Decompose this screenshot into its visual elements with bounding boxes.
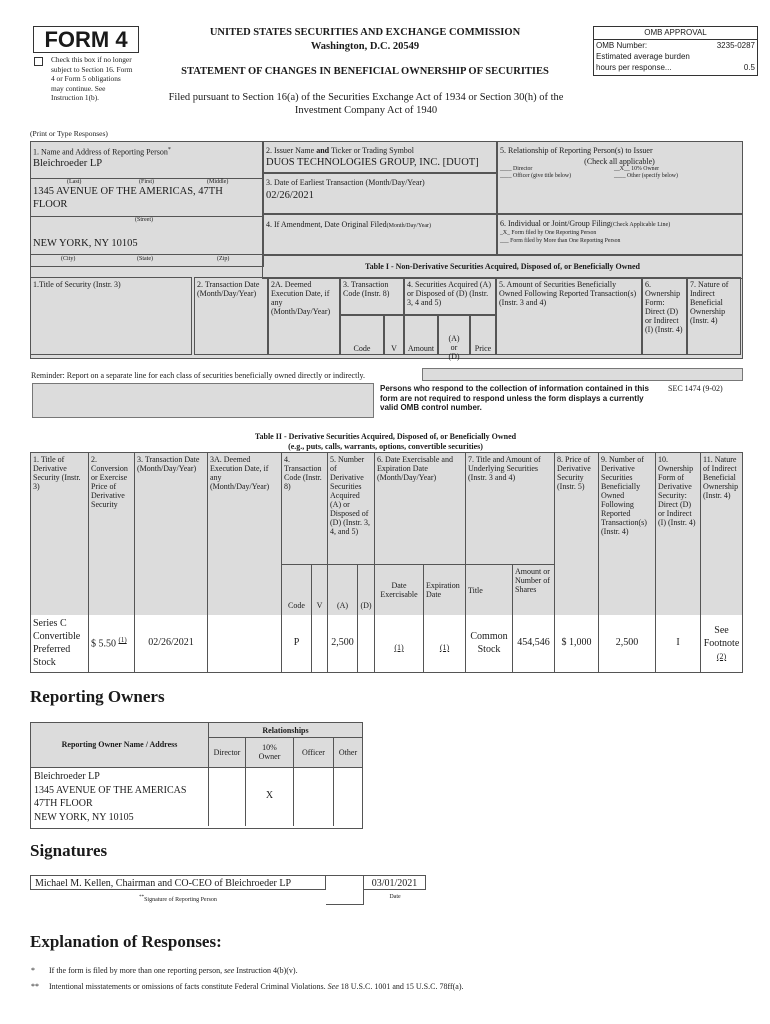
t2-col1: 1. Title of Derivative Security (Instr. 3) [31,453,89,615]
t1-col2a: 2A. Deemed Execution Date, if any (Month/Day/Year) [268,277,340,355]
table1-header [30,277,741,361]
t2-col2: 2. Conversion or Exercise Price of Derivative Security [89,453,135,615]
director-label: Director [513,166,533,172]
officer-mark: ____ [500,173,512,179]
t2-row-title: Series C Convertible Preferred Stock [31,615,89,672]
note-2-see: See [327,982,339,991]
ro-officer-cell [294,768,334,826]
reporting-owners-table [30,722,363,829]
t2-row-conv-price: $ 5.50 [91,638,116,650]
t2-sub-date-ex: Date Exercisable [375,565,424,615]
street-label: (Street) [135,217,153,223]
t1-col6: 6. Ownership Form: Direct (D) or Indirect (I) (Instr. 4) [642,277,687,355]
t2-col5: 5. Number of Derivative Securities Acquired (A) or Disposed of (D) (Instr. 3, 4, and 5) [328,453,375,565]
table2-subtitle: (e.g., puts, calls, warrants, options, convertible securities) [288,442,483,451]
state-label: (State) [137,256,153,262]
t2-col3: 3. Transaction Date (Month/Day/Year) [135,453,208,615]
omb-number-label: OMB Number: [596,41,648,50]
ro-col-owner: 10% Owner [246,738,294,768]
sec-code: SEC 1474 (9-02) [668,384,723,393]
t2-sub-exp: Expiration Date [424,565,466,615]
ro-col-director: Director [209,738,246,768]
signature-date-label: Date [389,894,401,900]
other-label: Other (specify below) [627,173,678,179]
ro-owner-line-4: NEW YORK, NY 10105 [34,811,134,823]
reporting-person-name: Bleichroeder LP [33,158,103,169]
ro-owner-mark: X [246,768,294,826]
t1-col7: 7. Nature of Indirect Beneficial Ownership (Instr. 4) [687,277,741,355]
box5-label: 5. Relationship of Reporting Person(s) to Issuer [500,146,653,155]
table2-title: Table II - Derivative Securities Acquired, Disposed of, or Beneficially Owned [254,432,517,441]
box2-label-bold: and [316,146,330,155]
note-1-pre: If the form is filed by more than one reporting person, [49,966,225,975]
reminder-box-left [32,383,374,418]
filing-option-group: ___ Form filed by More than One Reporting Person [500,238,621,244]
t2-row-v [312,615,328,672]
table1-title-cell [262,254,743,279]
table1-title: Table I - Non-Derivative Securities Acquired, Disposed of, or Beneficially Owned [365,262,640,271]
box3-earliest-transaction [262,172,498,215]
t2-col7: 7. Title and Amount of Underlying Securities (Instr. 3 and 4) [466,453,555,565]
footnote-1-link-exercisable[interactable]: (1) [394,643,404,652]
t2-row-nature: See Footnote [703,625,740,649]
t2-col6: 6. Date Exercisable and Expiration Date (Month/Day/Year) [375,453,466,565]
t1-col2: 2. Transaction Date (Month/Day/Year) [194,277,268,355]
t2-row-und-amount: 454,546 [513,615,555,672]
reporting-person-city: NEW YORK, NY 10105 [33,238,138,249]
footnote-1-link-expiration[interactable]: (1) [439,643,450,652]
explanation-heading: Explanation of Responses: [30,932,222,951]
footnote-2-link[interactable]: (2) [716,652,727,661]
filed-pursuant: Filed pursuant to Section 16(a) of the Securities Exchange Act of 1934 or Section 30(h) of the Investment Company Act of 1940 [168,92,564,116]
note-2-post: 18 U.S.C. 1001 and 15 U.S.C. 78ff(a). [338,982,464,991]
t2-row-conv-cell [89,615,135,672]
signature-date-box [364,875,426,890]
t1-sub-amount: Amount [404,315,438,355]
reminder-box-right [422,368,743,381]
t2-col11: 11. Nature of Indirect Beneficial Ownership (Instr. 4) [703,455,739,500]
t2-sub-code: Code [282,565,312,615]
table2-header [30,452,743,617]
last-label: (Last) [67,179,82,185]
t2-row-date: 02/26/2021 [135,615,208,672]
explanation-note-2 [31,982,464,991]
other-mark: ____ [614,173,626,179]
t2-sub-a: (A) [328,565,358,615]
ro-header-name [31,723,209,768]
t1-sub-price: Price [470,315,496,355]
signatures-heading: Signatures [30,841,108,860]
ro-owner-line-3: 47TH FLOOR [34,798,93,809]
note-1-see: see [224,966,235,975]
owner-label: 10% Owner [631,166,660,172]
t2-col9: 9. Number of Derivative Securities Beneficially Owned Following Reported Transaction(s) (Instr. 4) [599,453,656,615]
t1-sub-aord: (A) or (D) [438,315,470,355]
ro-owner-line-2: 1345 AVENUE OF THE AMERICAS [34,784,187,796]
omb-number: 3235-0287 [716,41,755,50]
print-note: (Print or Type Responses) [30,129,108,138]
commission-location: Washington, D.C. 20549 [310,41,420,52]
t1-col5: 5. Amount of Securities Beneficially Owned Following Reported Transaction(s) (Instr. 3 and 4) [496,277,642,355]
box2-issuer [262,141,498,174]
box4-amendment [262,213,498,256]
city-label: (City) [61,256,76,262]
omb-burden-label: Estimated average burden [596,52,690,61]
t2-row-und-title: Common Stock [466,615,513,672]
note-2-mark: ** [31,982,39,991]
t1-col1: 1.Title of Security (Instr. 3) [30,277,192,355]
middle-label: (Middle) [207,179,229,185]
note-1-post: Instruction 4(b)(v). [234,966,298,975]
signature-label: Signature of Reporting Person [144,897,217,903]
footnote-1-link[interactable]: (1) [118,636,127,644]
box1-label-mark: * [167,147,171,153]
t2-row-nature-cell [701,615,742,672]
city-state-zip-strip [30,254,264,267]
reporting-person-street: 1345 AVENUE OF THE AMERICAS, 47TH FLOOR [33,186,223,210]
note-1-mark: * [31,966,35,975]
earliest-transaction-date: 02/26/2021 [266,190,314,201]
box5-relationship [496,141,743,215]
box2-label-pre: 2. Issuer Name [266,146,317,155]
t2-sub-v: V [312,565,328,615]
t1-col4: 4. Securities Acquired (A) or Disposed of (D) (Instr. 3, 4 and 5) [404,277,496,315]
t2-sub-title: Title [466,565,513,615]
t2-col8: 8. Price of Derivative Security (Instr. 5) [555,453,599,615]
t1-col3: 3. Transaction Code (Instr. 8) [340,277,404,315]
t2-row-owned: 2,500 [599,615,656,672]
t2-row-form: I [656,615,701,672]
ro-other-cell [334,768,362,826]
omb-approval-title: OMB APPROVAL [594,27,757,40]
box2-label-post: Ticker or Trading Symbol [329,146,415,155]
omb-approval-box [593,26,758,76]
box1-label: 1. Name and Address of Reporting Person [33,147,168,157]
signature-date: 03/01/2021 [371,878,418,889]
t2-sub-d: (D) [358,565,375,615]
ro-col-name: Reporting Owner Name / Address [61,740,178,749]
t2-row-d [358,615,375,672]
signature-name: Michael M. Kellen, Chairman and CO-CEO of Bleichroeder LP [35,878,292,889]
signature-name-box [30,875,326,890]
filing-option-one: _X_ Form filed by One Reporting Person [500,230,597,236]
persons-note: Persons who respond to the collection of information contained in this form are not required to respond unless the form displays a currently valid OMB control number. [380,384,649,413]
t1-sub-code: Code [340,315,384,355]
signature-mark: ** [139,895,145,900]
note-2-pre: Intentional misstatements or omissions of facts constitute Federal Criminal Violations. [49,982,328,991]
ro-director-cell [209,768,246,826]
ro-owner-line-1: Bleichroeder LP [34,771,100,782]
director-mark: ____ [500,166,512,172]
form-title-box [33,26,139,53]
box6-filing [496,213,743,256]
ro-col-other: Other [334,738,362,768]
box1-reporting-person [30,141,264,256]
t2-row-exp-cell [424,615,466,672]
ro-col-rel: Relationships [209,723,362,738]
commission-name: UNITED STATES SECURITIES AND EXCHANGE COMMISSION [209,27,521,38]
statement-title: STATEMENT OF CHANGES IN BENEFICIAL OWNERSHIP OF SECURITIES [181,66,549,77]
box5-sub: (Check all applicable) [584,157,655,166]
box4-label: 4. If Amendment, Date Original Filed [266,220,387,229]
t2-col3a: 3A. Deemed Execution Date, if any (Month/Day/Year) [208,453,282,615]
reminder: Reminder: Report on a separate line for each class of securities beneficially owned directly or indirectly. [31,371,366,380]
t2-col4: 4. Transaction Code (Instr. 8) [282,453,328,565]
signature-spacer [326,875,364,905]
owner-mark: __X__ [614,166,630,172]
reporting-owners-heading: Reporting Owners [30,687,165,706]
t2-col10: 10. Ownership Form of Derivative Security: Direct (D) or Indirect (I) (Instr. 4) [656,453,701,615]
explanation-note-1 [31,966,298,975]
signature-label-cell [30,890,326,905]
first-label: (First) [139,179,154,185]
t1-sub-v: V [384,315,404,355]
no-longer-subject-checkbox[interactable] [34,57,43,66]
issuer-name: DUOS TECHNOLOGIES GROUP, INC. [DUOT] [266,157,479,168]
omb-hours: 0.5 [743,63,755,72]
t2-sub-amount: Amount or Number of Shares [513,565,555,615]
zip-label: (Zip) [217,256,230,262]
t2-row-deemed [208,615,282,672]
ro-owner-cell [31,768,209,826]
box6-label-small: (Check Applicable Line) [610,222,671,228]
t2-row-price: $ 1,000 [555,615,599,672]
t2-row-a: 2,500 [328,615,358,672]
box3-label: 3. Date of Earliest Transaction (Month/Day/Year) [266,178,425,187]
t2-row-code: P [282,615,312,672]
officer-label: Officer (give title below) [513,173,572,179]
checkbox-note: Check this box if no longer subject to Section 16. Form 4 or Form 5 obligations may continue. See Instruction 1(b). [51,55,133,103]
box4-label-small: (Month/Day/Year) [386,223,432,229]
ro-col-officer: Officer [294,738,334,768]
box6-label: 6. Individual or Joint/Group Filing [500,219,611,228]
form-title: FORM 4 [44,27,128,52]
table2-row [30,615,743,673]
omb-hours-label: hours per response... [596,63,672,72]
t2-row-date-ex-cell [375,615,424,672]
